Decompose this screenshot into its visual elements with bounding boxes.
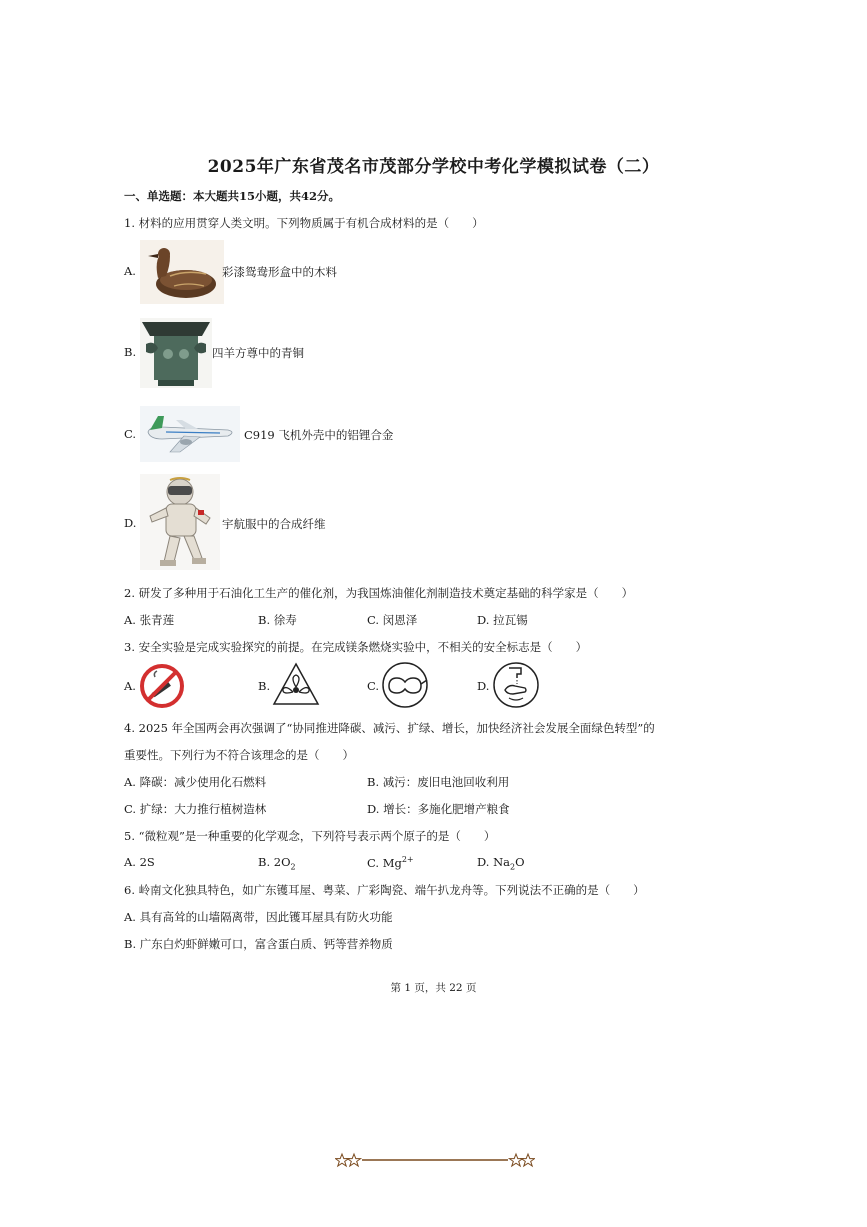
q4-option-c: C. 扩绿：大力推行植树造林 (124, 802, 267, 816)
section-heading: 一、单选题：本大题共15小题，共42分。 (124, 189, 341, 203)
no-smoking-sign-icon (139, 663, 185, 709)
q3-option-d: D. (477, 679, 490, 693)
q1-option-d-letter: D. (124, 516, 137, 530)
c919-airplane-image (140, 406, 240, 462)
four-ram-bronze-vessel-image (140, 318, 212, 388)
q5-option-a: A. 2S (124, 855, 155, 869)
q1-option-c-text: C919 飞机外壳中的铝锂合金 (244, 428, 394, 442)
q1-option-a-text: 彩漆鸳鸯形盒中的木料 (222, 265, 337, 279)
question-2-stem: 2. 研发了多种用于石油化工生产的催化剂，为我国炼油催化剂制造技术奠定基础的科学家是（ ） (124, 586, 634, 600)
duck-box-image (140, 240, 224, 304)
question-5-stem: 5. “微粒观”是一种重要的化学观念，下列符号表示两个原子的是（ ） (124, 829, 496, 843)
q4-option-b: B. 减污：废旧电池回收利用 (367, 775, 510, 789)
q1-option-a-letter: A. (124, 264, 136, 278)
q1-option-b-text: 四羊方尊中的青铜 (212, 346, 304, 360)
q3-option-a: A. (124, 679, 136, 693)
question-3-stem: 3. 安全实验是完成实验探究的前提。在完成镁条燃烧实验中，不相关的安全标志是（ ） (124, 640, 588, 654)
q1-option-b-letter: B. (124, 345, 137, 359)
q4-option-a: A. 降碳：减少使用化石燃料 (124, 775, 267, 789)
page-title: 2025年广东省茂名市茂部分学校中考化学模拟试卷（二） (207, 157, 660, 177)
question-4-stem-line1: 4. 2025 年全国两会再次强调了“协同推进降碳、减污、扩绿、增长，加快经济社会发展全面绿色转型”的 (124, 721, 655, 735)
question-1-stem: 1. 材料的应用贯穿人类文明。下列物质属于有机合成材料的是（ ） (124, 216, 484, 230)
q6-option-b: B. 广东白灼虾鲜嫩可口，富含蛋白质、钙等营养物质 (124, 937, 393, 951)
q2-option-a: A. 张青莲 (124, 613, 175, 627)
hot-surface-goggles-sign-icon (380, 660, 430, 710)
q5-option-b: B. $2O_2$ (258, 855, 296, 872)
decorative-star-divider-icon (335, 1151, 535, 1169)
q1-option-c-letter: C. (124, 427, 137, 441)
q3-option-c: C. (367, 679, 380, 693)
q4-option-d: D. 增长：多施化肥增产粮食 (367, 802, 510, 816)
q3-option-b: B. (258, 679, 271, 693)
q2-option-b: B. 徐寿 (258, 613, 297, 627)
q2-option-d: D. 拉瓦锡 (477, 613, 528, 627)
question-6-stem: 6. 岭南文化独具特色，如广东镬耳屋、粤菜、广彩陶瓷、端午扒龙舟等。下列说法不正确的是（ ） (124, 883, 645, 897)
page-number: 第 1 页，共 22 页 (390, 982, 477, 994)
q1-option-d-text: 宇航服中的合成纤维 (222, 517, 326, 531)
q6-option-a: A. 具有高耸的山墙隔离带，因此镬耳屋具有防火功能 (124, 910, 393, 924)
wash-hands-sign-icon (491, 660, 541, 710)
q2-option-c: C. 闵恩泽 (367, 613, 418, 627)
q5-option-c: C. $Mg^{2+}$ (367, 855, 414, 870)
q5-option-d: D. $Na_2O$ (477, 855, 525, 872)
question-4-stem-line2: 重要性。下列行为不符合该理念的是（ ） (124, 748, 354, 762)
ventilation-fan-sign-icon (272, 661, 320, 707)
astronaut-spacesuit-image (140, 474, 220, 570)
